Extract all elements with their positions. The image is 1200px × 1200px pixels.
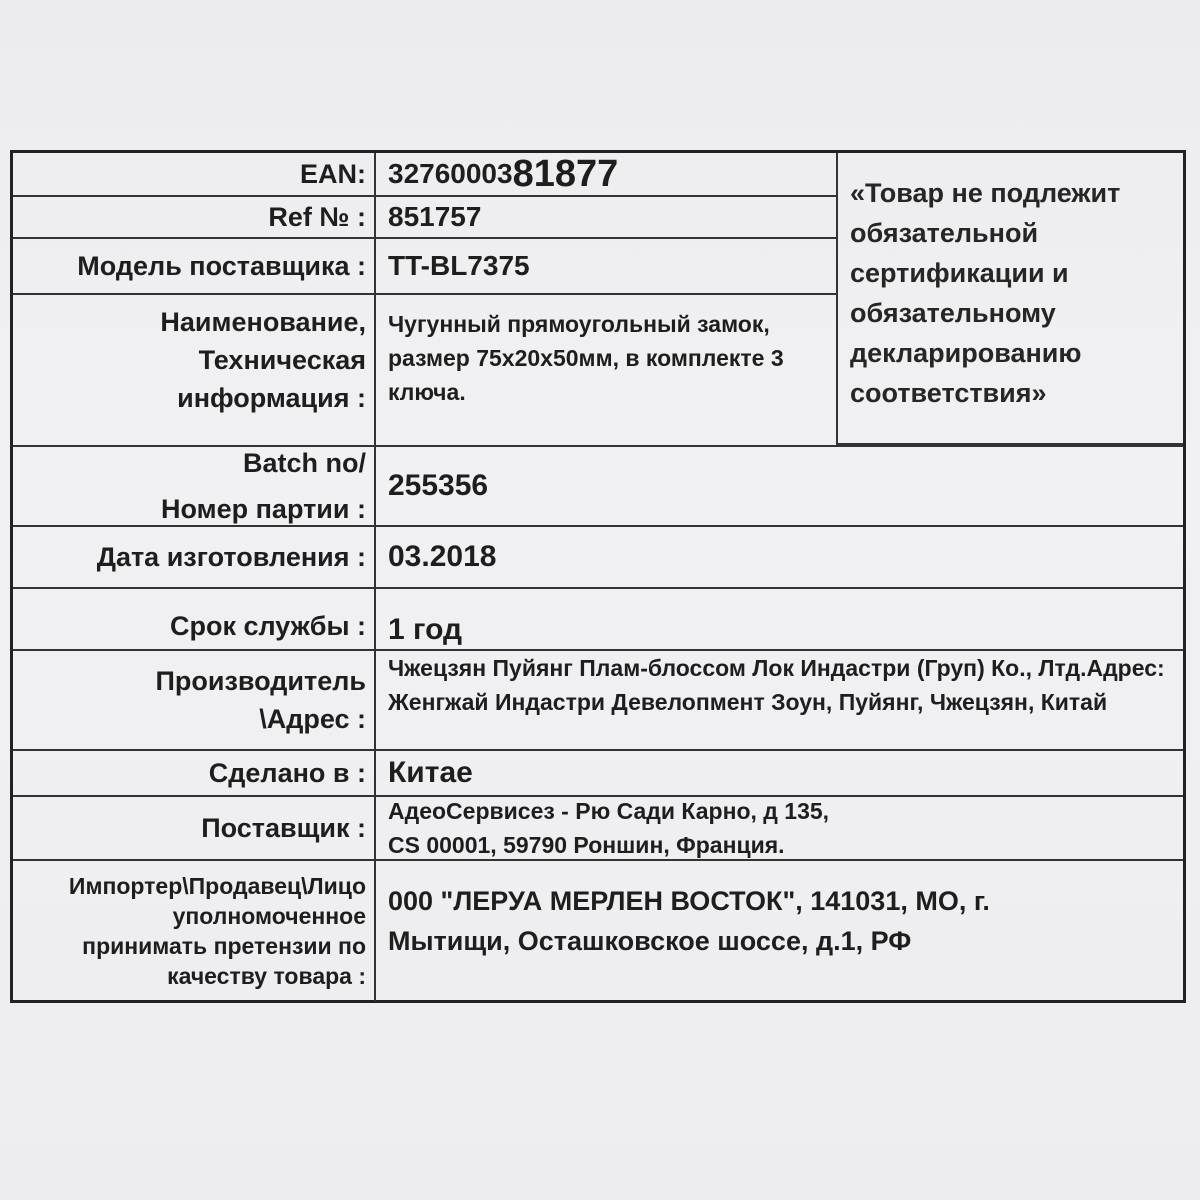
ean-label: EAN: xyxy=(13,153,376,195)
row-importer xyxy=(13,861,1183,1001)
service-value: 1 год xyxy=(388,613,463,646)
product-label-table xyxy=(10,150,1186,1003)
row-batch xyxy=(13,445,1183,527)
row-ref xyxy=(13,197,836,239)
ean-value-suffix: 81877 xyxy=(512,152,619,195)
name-label-line: Техническая xyxy=(198,345,366,375)
made-in-value: Китае xyxy=(388,756,473,789)
batch-value: 255356 xyxy=(388,469,489,502)
ref-label: Ref № : xyxy=(13,197,376,237)
name-label xyxy=(13,295,376,445)
row-supplier xyxy=(13,797,1183,861)
batch-label-line: Номер партии : xyxy=(161,494,366,524)
supplier-value xyxy=(376,797,1183,859)
supplier-value-line: CS 00001, 59790 Роншин, Франция. xyxy=(388,832,785,858)
supplier-value-line: АдеоСервисез - Рю Сади Карно, д 135, xyxy=(388,798,830,824)
row-name xyxy=(13,295,836,445)
certification-note: «Товар не подлежит обязательной сертификации и обязательному декларированию соответствия» xyxy=(836,153,1183,445)
importer-label-line: уполномоченное xyxy=(172,903,366,929)
name-label-line: Наименование, xyxy=(160,307,366,337)
made-in-label: Сделано в : xyxy=(13,751,376,795)
row-made-in xyxy=(13,751,1183,797)
model-value: TT-BL7375 xyxy=(388,250,530,281)
ref-value: 851757 xyxy=(388,201,482,232)
date-value: 03.2018 xyxy=(388,540,497,573)
manufacturer-label xyxy=(13,651,376,749)
ean-value xyxy=(376,153,836,195)
row-manufacturer xyxy=(13,651,1183,751)
name-value: Чугунный прямоугольный замок, размер 75х20х50мм, в комплекте 3 ключа. xyxy=(388,311,784,405)
date-label: Дата изготовления : xyxy=(13,527,376,587)
manufacturer-label-line: \Адрес : xyxy=(259,704,366,734)
manufacturer-label-line: Производитель xyxy=(155,666,366,696)
batch-label-line: Batch no/ xyxy=(242,448,366,478)
manufacturer-value: Чжецзян Пуйянг Плам-блоссом Лок Индастри (Груп) Ко., Лтд.Адрес: Женгжай Индастри Девелопмент Зоун, Пуйянг, Чжецзян, Китай xyxy=(388,655,1165,715)
name-label-line: информация : xyxy=(177,383,366,413)
row-service-life xyxy=(13,589,1183,651)
row-ean xyxy=(13,153,836,197)
importer-label xyxy=(13,861,376,1001)
batch-label xyxy=(13,447,376,525)
ean-value-prefix: 32760003 xyxy=(388,158,513,189)
importer-value: 000 "ЛЕРУА МЕРЛЕН ВОСТОК", 141031, МО, г. Мытищи, Осташковское шоссе, д.1, РФ xyxy=(388,886,990,956)
service-label: Срок службы : xyxy=(13,589,376,649)
row-model xyxy=(13,239,836,295)
model-label: Модель поставщика : xyxy=(13,239,376,293)
supplier-label: Поставщик : xyxy=(13,797,376,859)
importer-label-line: Импортер\Продавец\Лицо xyxy=(68,873,366,899)
importer-label-line: принимать претензии по xyxy=(82,933,366,959)
row-date xyxy=(13,527,1183,589)
importer-label-line: качеству товара : xyxy=(167,963,366,989)
